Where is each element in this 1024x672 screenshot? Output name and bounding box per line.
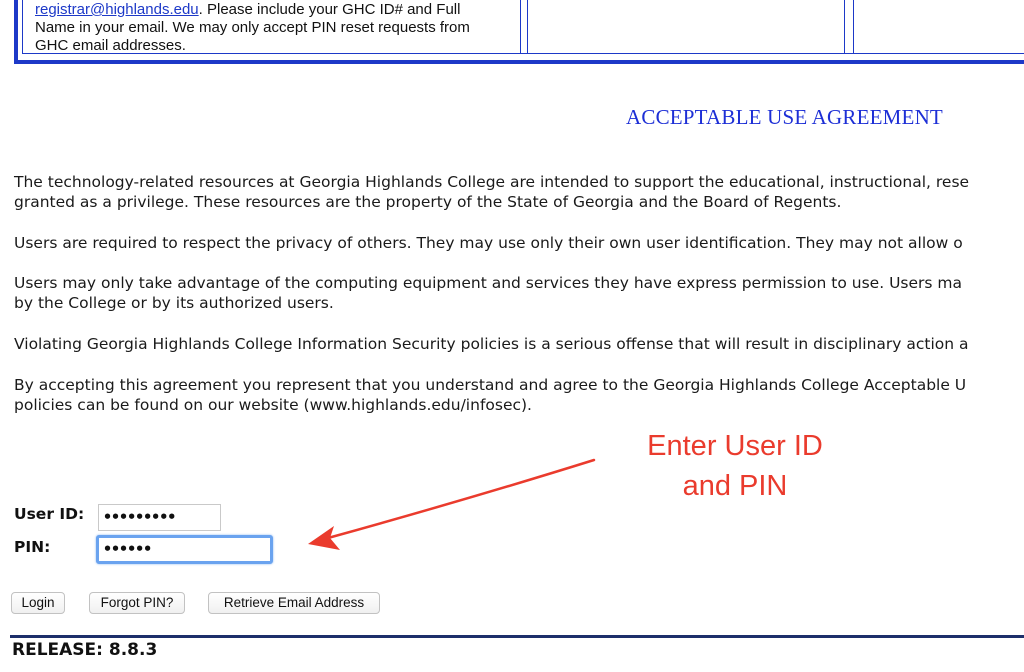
table-cell-empty xyxy=(844,0,1024,54)
pin-input[interactable]: •••••• xyxy=(96,535,273,564)
footer-divider xyxy=(10,635,1024,638)
paragraph-line: granted as a privilege. These resources are the property of the State of Georgia and the Board of Regents. xyxy=(14,193,842,211)
agreement-paragraph xyxy=(14,273,1024,313)
annotation-line1: Enter User ID xyxy=(647,430,823,462)
userid-input[interactable]: ••••••••• xyxy=(98,504,221,531)
paragraph-line: By accepting this agreement you represent that you understand and agree to the Georgia Highlands College Acceptable U xyxy=(14,376,967,394)
paragraph-line: The technology-related resources at Georgia Highlands College are intended to support the educational, instructional, rese xyxy=(14,173,970,191)
pin-reset-instructions xyxy=(35,1,525,55)
instructions-line3: GHC email addresses. xyxy=(35,37,186,54)
instructions-line2: Name in your email. We may only accept PIN reset requests from xyxy=(35,19,470,36)
agreement-paragraph xyxy=(14,172,1024,212)
agreement-title: ACCEPTABLE USE AGREEMENT xyxy=(626,105,943,129)
release-version: RELEASE: 8.8.3 xyxy=(12,640,158,660)
paragraph-line: Users are required to respect the privacy of others. They may use only their own user identification. They may not allow o xyxy=(14,234,963,252)
paragraph-line: Users may only take advantage of the computing equipment and services they have express permission to use. Users ma xyxy=(14,274,962,292)
agreement-paragraph xyxy=(14,233,1024,253)
table-border-left xyxy=(14,0,18,64)
login-button[interactable]: Login xyxy=(11,592,65,614)
annotation-callout xyxy=(620,426,850,506)
table-cell-empty xyxy=(520,0,854,54)
annotation-line2: and PIN xyxy=(682,470,788,502)
agreement-paragraph xyxy=(14,334,1024,354)
instructions-line1: . Please include your GHC ID# and Full xyxy=(198,1,461,18)
table-border-bottom xyxy=(14,60,1024,64)
pin-reset-table xyxy=(14,0,1024,64)
forgot-pin-button[interactable]: Forgot PIN? xyxy=(89,592,185,614)
pin-label: PIN: xyxy=(14,538,51,556)
table-cell-pin-reset xyxy=(22,0,528,54)
retrieve-email-button[interactable]: Retrieve Email Address xyxy=(208,592,380,614)
agreement-paragraph xyxy=(14,375,1024,415)
annotation-arrow-icon xyxy=(300,452,610,552)
registrar-email-link[interactable]: registrar@highlands.edu xyxy=(35,1,199,18)
paragraph-line: by the College or by its authorized users. xyxy=(14,294,334,312)
paragraph-line: Violating Georgia Highlands College Information Security policies is a serious offense that will result in disciplinary action a xyxy=(14,335,969,353)
paragraph-line: policies can be found on our website (www.highlands.edu/infosec). xyxy=(14,396,532,414)
userid-label: User ID: xyxy=(14,505,85,523)
